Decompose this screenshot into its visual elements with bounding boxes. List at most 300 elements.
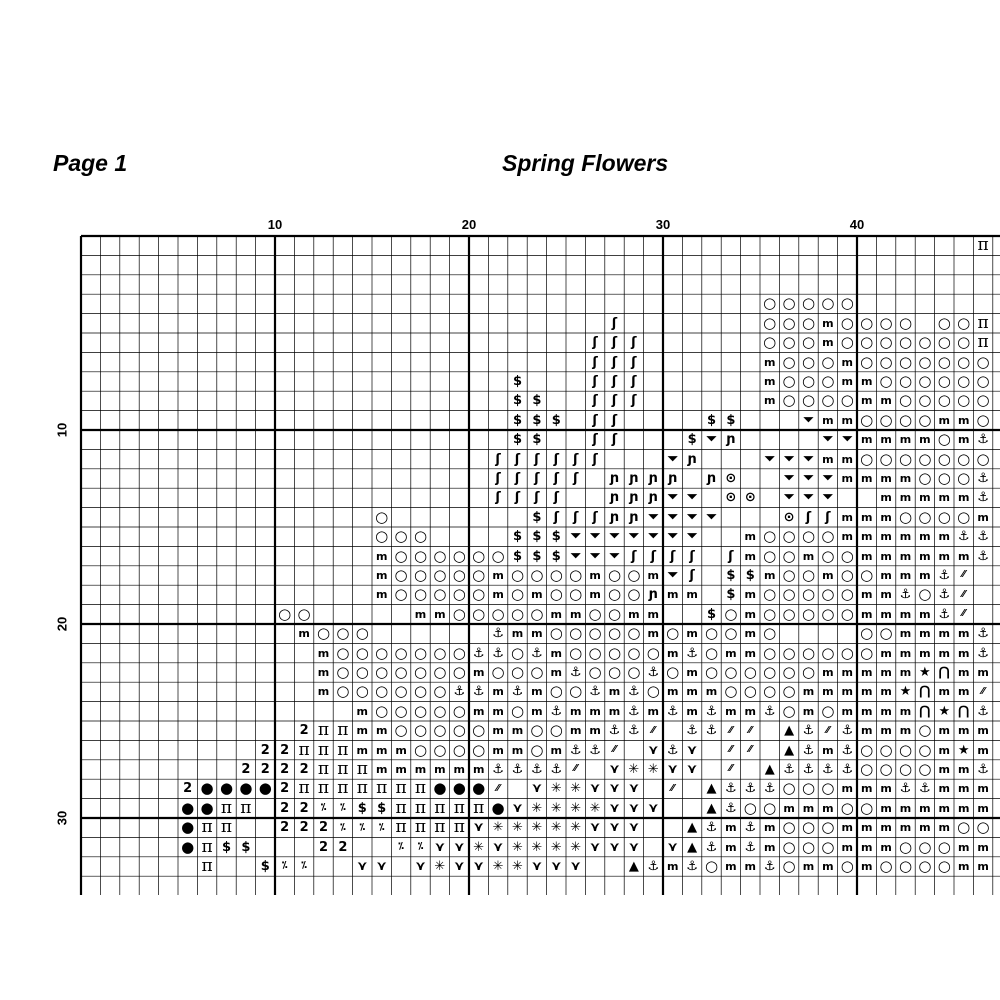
ring-symbol: ○ [549,565,563,584]
m-symbol: m [977,510,989,524]
ring-symbol: ○ [375,643,389,662]
ring-symbol: ○ [763,624,777,643]
ring-symbol: ○ [413,585,428,604]
clover-symbol: ⏷ [706,509,717,525]
m-symbol: m [298,627,310,641]
m-symbol: m [414,607,427,621]
m-symbol: m [472,665,485,679]
ring-symbol: ○ [918,856,932,875]
dot-symbol: ● [433,779,447,798]
ring-symbol: ○ [918,352,932,371]
two-symbol: 2 [299,820,309,836]
anchor-symbol: ⚓ [705,820,718,836]
m-symbol: m [763,840,776,854]
m-symbol: m [550,646,563,660]
pin-symbol: ʃ [514,490,521,506]
percent-symbol: ⁒ [417,841,424,853]
m-symbol: m [957,762,970,776]
m-symbol: m [938,724,951,738]
ring-symbol: ○ [860,449,874,468]
m-symbol: m [899,665,912,679]
two-symbol: 2 [280,742,290,758]
m-symbol: m [880,782,892,796]
dot-symbol: ● [200,798,214,817]
y-symbol: ⋎ [667,761,678,777]
anchor-symbol: ⚓ [531,645,543,661]
m-symbol: m [686,588,698,602]
clover-symbol: ⏷ [803,412,814,428]
pin-symbol: ʃ [611,335,618,351]
ring-symbol: ○ [840,546,854,565]
m-symbol: m [899,607,912,621]
m-symbol: m [531,685,543,699]
ring-symbol: ○ [860,624,874,643]
pi-symbol: π [220,818,233,838]
anchor-symbol: ⚓ [550,761,563,777]
y-symbol: ⋎ [376,858,387,874]
y-symbol: ⋎ [434,839,446,855]
anchor-symbol: ⚓ [628,684,640,700]
star-symbol: ✳ [570,781,582,797]
pi-symbol: π [337,740,349,760]
y-symbol: ⋎ [415,858,426,874]
slash-symbol: ⁄⁄ [651,724,655,736]
m-symbol: m [686,627,698,641]
clover-symbol: ⏷ [667,451,678,467]
ring-symbol: ○ [763,798,777,817]
ring-symbol: ○ [278,604,292,623]
pi-symbol: π [317,740,330,760]
ring-symbol: ○ [763,294,777,313]
m-symbol: m [550,607,563,621]
ring-symbol: ○ [801,818,816,837]
m-symbol: m [919,646,931,660]
m-symbol: m [860,471,873,485]
m-symbol: m [472,704,485,718]
ring-symbol: ○ [860,643,874,662]
y-symbol: ⋎ [570,858,581,874]
dot-symbol: ● [452,779,466,798]
m-symbol: m [880,646,892,660]
m-symbol: m [453,762,466,776]
anchor-symbol: ⚓ [841,723,854,739]
row-number-10: 10 [54,422,70,438]
percent-symbol: ⁒ [301,860,307,872]
star-symbol: ✳ [531,800,543,816]
ring-symbol: ○ [879,449,893,468]
m-symbol: m [938,801,951,815]
ring-symbol: ○ [782,662,796,681]
pin-symbol: ʃ [650,548,656,564]
anchor-symbol: ⚓ [686,723,698,739]
star-symbol: ✳ [550,800,562,816]
m-symbol: m [957,491,970,505]
ring-symbol: ○ [879,352,893,371]
y-symbol: ⋎ [531,858,543,874]
ring-symbol: ○ [569,643,583,662]
dollar-symbol: $ [687,432,697,448]
row-number-30: 30 [54,810,70,826]
m-symbol: m [957,646,970,660]
pi-symbol: π [220,798,233,818]
anchor-symbol: ⚓ [841,761,854,777]
ring-symbol: ○ [763,604,777,623]
ring-symbol: ○ [433,721,447,740]
anchor-symbol: ⚓ [666,742,679,758]
anchor-symbol: ⚓ [628,703,640,719]
anchor-symbol: ⚓ [938,587,951,603]
m-symbol: m [841,413,854,427]
ring-symbol: ○ [355,624,369,643]
m-symbol: m [880,530,892,544]
ring-symbol: ○ [898,333,913,352]
ring-symbol: ○ [724,604,738,623]
ring-symbol: ○ [433,682,447,701]
pin-symbol: ʃ [592,432,598,448]
ring-symbol: ○ [549,721,563,740]
y-symbol: ⋎ [589,839,601,855]
clover-symbol: ⏷ [570,548,581,564]
dollar-symbol: $ [260,858,270,874]
ring-symbol: ○ [840,391,854,410]
ring-symbol: ○ [763,682,777,701]
pin-symbol: ʃ [592,335,598,351]
m-symbol: m [822,685,834,699]
dollar-symbol: $ [512,432,523,448]
pin-symbol: ʃ [553,470,559,486]
ring-symbol: ○ [918,468,932,487]
slash-symbol: ⁄⁄ [729,763,733,775]
y-symbol: ⋎ [589,820,601,836]
page-label: Page 1 [53,150,128,176]
anchor-symbol: ⚓ [569,742,582,758]
ring-symbol: ○ [918,333,932,352]
ring-symbol: ○ [840,565,854,584]
anchor-symbol: ⚓ [977,761,989,777]
m-symbol: m [977,801,989,815]
m-symbol: m [860,588,873,602]
triangle-symbol: ▲ [764,761,775,777]
dot-symbol: ● [491,798,505,817]
ring-symbol: ○ [491,546,505,565]
two-symbol: 2 [299,800,309,816]
ring-symbol: ○ [607,604,622,623]
pin-symbol: ʃ [631,373,637,389]
ring-symbol: ○ [801,604,816,623]
ring-symbol: ○ [782,313,796,332]
m-symbol: m [938,530,951,544]
m-symbol: m [472,762,485,776]
clover-symbol: ⏷ [667,490,678,506]
ring-symbol: ○ [549,624,563,643]
m-symbol: m [744,859,757,873]
ring-symbol: ○ [472,565,486,584]
y-symbol: ⋎ [648,800,659,816]
pin-symbol: ʃ [534,451,540,467]
row-number-20: 20 [54,616,70,632]
pin-symbol: ʃ [572,451,579,467]
pin-symbol: ʃ [534,470,540,486]
star-symbol: ✳ [589,800,601,816]
m-symbol: m [938,646,951,660]
ring-symbol: ○ [801,333,816,352]
star-filled-symbol: ★ [938,703,951,719]
pin-symbol: ʃ [592,509,598,525]
star-filled-symbol: ★ [919,664,931,680]
two-symbol: 2 [318,820,329,836]
star-filled-symbol: ★ [957,742,970,758]
ring-symbol: ○ [879,313,893,332]
ring-symbol: ○ [355,643,369,662]
two-symbol: 2 [299,761,309,777]
ring-symbol: ○ [355,682,369,701]
m-symbol: m [919,433,931,447]
clover-symbol: ⏷ [667,567,678,583]
m-symbol: m [938,821,951,835]
m-symbol: m [744,704,757,718]
slash-symbol: ⁄⁄ [671,782,675,794]
pin-symbol: ʃ [728,548,734,564]
m-symbol: m [628,607,640,621]
pin-symbol: ʃ [553,490,559,506]
ring-symbol: ○ [394,701,408,720]
ring-symbol: ○ [937,856,951,875]
y-symbol: ⋎ [492,839,504,855]
pin-symbol: ʃ [592,354,598,370]
pi-symbol: π [240,798,252,818]
m-symbol: m [938,743,951,757]
ring-symbol: ○ [607,643,622,662]
anchor-symbol: ⚓ [705,703,718,719]
ring-symbol: ○ [530,662,544,681]
m-symbol: m [899,724,912,738]
pin-symbol: ʃ [611,354,618,370]
ring-symbol: ○ [937,507,951,526]
ring-symbol: ○ [588,604,602,623]
arch-symbol: ⋂ [938,664,950,680]
ring-symbol: ○ [394,565,408,584]
star-symbol: ✳ [473,839,485,855]
m-symbol: m [492,724,504,738]
anchor-symbol: ⚓ [938,567,951,583]
ring-symbol: ○ [840,313,854,332]
ring-symbol: ○ [840,643,854,662]
ring-symbol: ○ [918,410,932,429]
ring-symbol: ○ [898,449,913,468]
ring-symbol: ○ [452,662,466,681]
ring-symbol: ○ [569,565,583,584]
ring-symbol: ○ [801,643,816,662]
m-symbol: m [957,801,970,815]
pi-symbol: π [298,740,310,760]
hook-symbol: ɲ [629,490,639,506]
clover-symbol: ⏷ [667,509,678,525]
ring-symbol: ○ [413,546,428,565]
m-symbol: m [919,607,931,621]
anchor-symbol: ⚓ [763,703,776,719]
clover-symbol: ⏷ [648,529,659,545]
clover-symbol: ⏷ [822,490,834,506]
ring-symbol: ○ [879,410,893,429]
pin-symbol: ʃ [592,412,598,428]
slash-symbol: ⁄⁄ [748,724,752,736]
triangle-symbol: ▲ [628,858,639,874]
ring-symbol: ○ [782,352,796,371]
m-symbol: m [919,801,931,815]
m-symbol: m [375,588,388,602]
ring-symbol: ○ [937,391,951,410]
m-symbol: m [977,859,989,873]
m-symbol: m [919,530,931,544]
ring-symbol: ○ [588,624,602,643]
m-symbol: m [569,607,582,621]
hook-symbol: ɲ [726,432,736,448]
m-symbol: m [356,704,369,718]
ring-symbol: ○ [937,352,951,371]
m-symbol: m [356,743,369,757]
m-symbol: m [744,549,757,563]
clover-symbol: ⏷ [803,470,814,486]
m-symbol: m [375,724,388,738]
anchor-symbol: ⚓ [725,781,737,797]
clover-symbol: ⏷ [667,529,678,545]
m-symbol: m [880,704,892,718]
ring-symbol: ○ [375,662,389,681]
m-symbol: m [822,743,834,757]
m-symbol: m [841,510,854,524]
ring-symbol: ○ [879,856,893,875]
ring-symbol: ○ [433,546,447,565]
m-symbol: m [841,665,854,679]
hook-symbol: ɲ [629,470,639,486]
pi-symbol: π [395,779,407,799]
anchor-symbol: ⚓ [899,781,912,797]
m-symbol: m [705,685,718,699]
ring-symbol: ○ [782,294,796,313]
ring-symbol: ○ [627,643,641,662]
m-symbol: m [725,646,737,660]
pin-symbol: ʃ [534,490,540,506]
ring-symbol: ○ [510,643,525,662]
ring-symbol: ○ [957,507,971,526]
percent-symbol: ⁒ [340,821,346,833]
ring-symbol: ○ [530,565,544,584]
m-symbol: m [802,685,815,699]
ring-symbol: ○ [782,682,796,701]
y-symbol: ⋎ [531,781,543,797]
ring-symbol: ○ [860,565,874,584]
anchor-symbol: ⚓ [492,761,504,777]
pi-symbol: π [376,779,388,799]
target-symbol: ⊙ [725,470,737,486]
ring-symbol: ○ [452,721,466,740]
ring-symbol: ○ [898,856,913,875]
clover-symbol: ⏷ [822,432,834,448]
two-symbol: 2 [280,781,290,797]
m-symbol: m [880,821,892,835]
pi-symbol: π [977,236,989,256]
ring-symbol: ○ [472,546,486,565]
clover-symbol: ⏷ [609,548,620,564]
m-symbol: m [608,704,621,718]
y-symbol: ⋎ [628,800,640,816]
column-number-30: 30 [655,217,671,232]
ring-symbol: ○ [433,740,447,759]
m-symbol: m [550,665,563,679]
percent-symbol: ⁒ [320,802,327,814]
m-symbol: m [589,704,601,718]
two-symbol: 2 [280,820,290,836]
y-symbol: ⋎ [512,800,523,816]
ring-symbol: ○ [724,624,738,643]
ring-symbol: ○ [860,410,874,429]
ring-symbol: ○ [336,662,350,681]
pi-symbol: π [414,818,427,838]
hook-symbol: ɲ [609,470,620,486]
pin-symbol: ʃ [611,373,618,389]
anchor-symbol: ⚓ [919,781,931,797]
ring-symbol: ○ [840,798,854,817]
m-symbol: m [492,704,504,718]
m-symbol: m [860,782,873,796]
ring-symbol: ○ [821,701,835,720]
m-symbol: m [802,859,815,873]
m-symbol: m [841,782,854,796]
m-symbol: m [511,627,524,641]
m-symbol: m [957,685,970,699]
ring-symbol: ○ [297,604,311,623]
dollar-symbol: $ [532,412,542,428]
ring-symbol: ○ [607,624,622,643]
slash-symbol: ⁄⁄ [962,569,966,581]
clover-symbol: ⏷ [842,432,853,448]
ring-symbol: ○ [763,585,777,604]
ring-symbol: ○ [801,779,816,798]
ring-symbol: ○ [801,294,816,313]
y-symbol: ⋎ [628,820,640,836]
anchor-symbol: ⚓ [472,645,485,661]
m-symbol: m [899,627,912,641]
ring-symbol: ○ [724,662,738,681]
m-symbol: m [919,821,931,835]
ring-symbol: ○ [627,585,641,604]
pin-symbol: ʃ [592,393,598,409]
m-symbol: m [860,704,873,718]
m-symbol: m [647,627,660,641]
ring-symbol: ○ [957,371,971,390]
anchor-symbol: ⚓ [705,839,718,855]
ring-symbol: ○ [704,662,719,681]
anchor-symbol: ⚓ [763,858,776,874]
m-symbol: m [725,859,737,873]
pin-symbol: ʃ [553,509,559,525]
pin-symbol: ʃ [495,470,501,486]
m-symbol: m [860,685,873,699]
m-symbol: m [860,724,873,738]
m-symbol: m [395,743,407,757]
ring-symbol: ○ [510,604,525,623]
ring-symbol: ○ [413,565,428,584]
ring-symbol: ○ [782,837,796,856]
ring-symbol: ○ [782,818,796,837]
triangle-symbol: ▲ [784,742,795,758]
clover-symbol: ⏷ [706,432,717,448]
m-symbol: m [763,355,776,369]
target-symbol: ⊙ [783,509,795,525]
ring-symbol: ○ [413,662,428,681]
m-symbol: m [569,724,582,738]
ring-symbol: ○ [898,410,913,429]
